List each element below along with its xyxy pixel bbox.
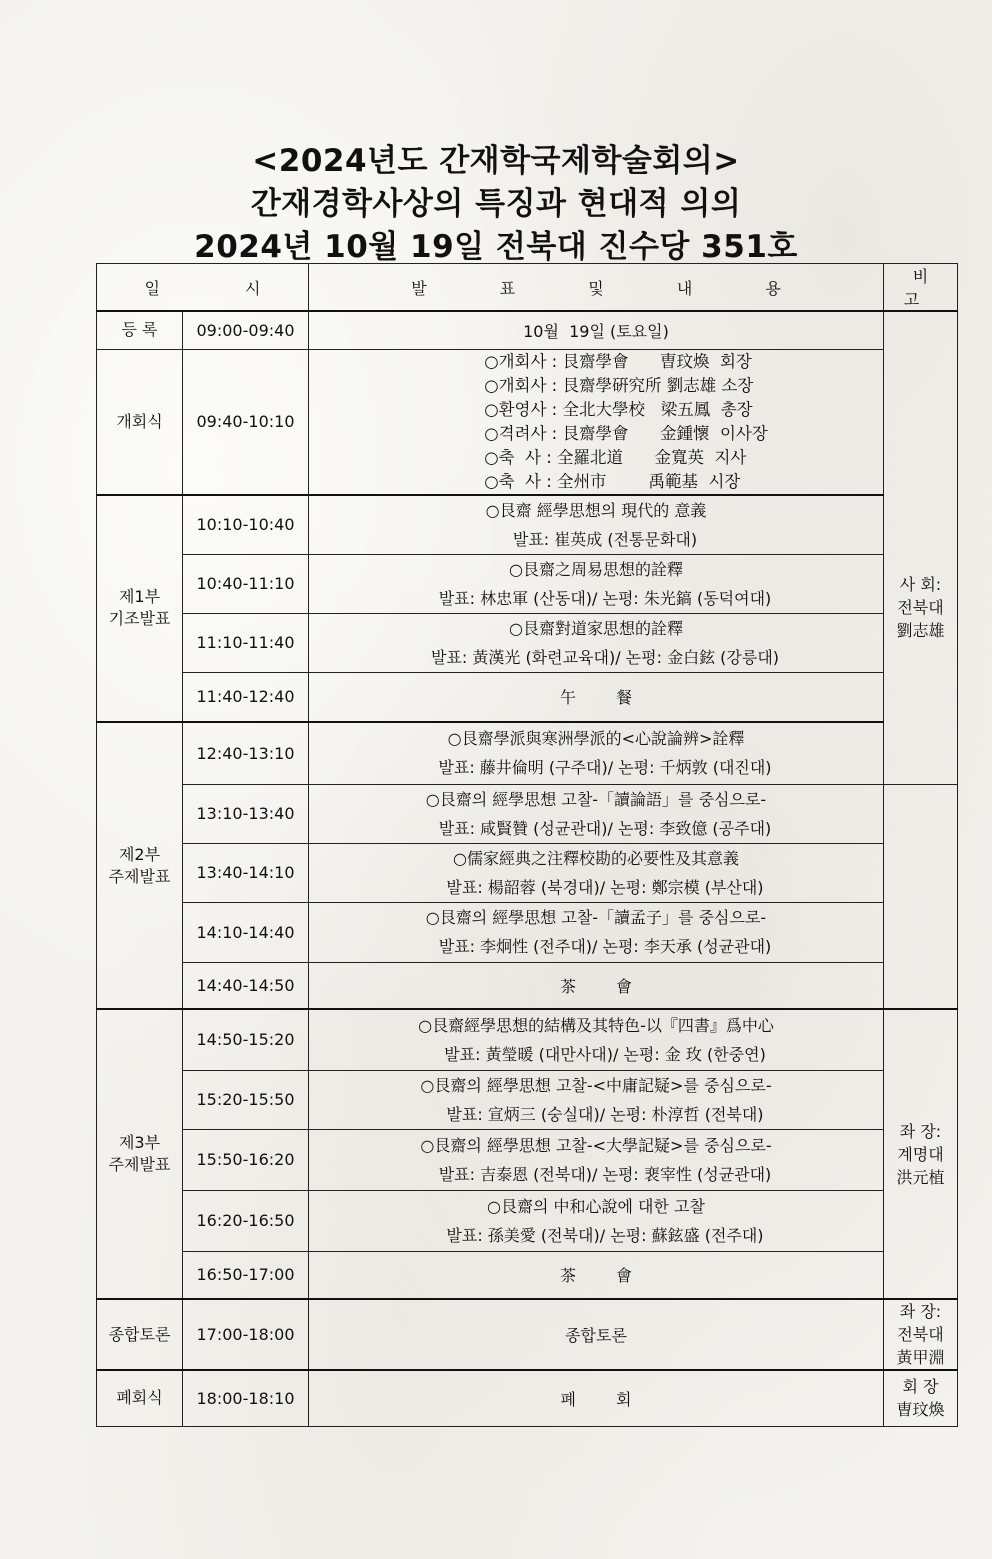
opening-row — [97, 349, 958, 495]
part1-chair-note: 사 회: 전북대 劉志雄 — [884, 311, 958, 784]
session-time: 16:20-16:50 — [183, 1190, 309, 1251]
closing-content: 폐회 — [309, 1370, 884, 1426]
presentation: ○艮齋의 經學思想 고찰-<中庸記疑>를 중심으로- 발표: 宣炳三 (숭실대)/ 논평: 朴淳哲 (전북대) — [309, 1070, 884, 1129]
general-time: 17:00-18:00 — [183, 1299, 309, 1370]
part3-row — [97, 1190, 958, 1251]
session-time: 14:50-15:20 — [183, 1009, 309, 1070]
lunch-label: 午餐 — [309, 672, 884, 722]
part3-label: 제3부 주제발표 — [97, 1009, 183, 1299]
tea-time: 16:50-17:00 — [183, 1251, 309, 1299]
presentation: ○艮齋之周易思想的詮釋 발표: 林忠軍 (산동대)/ 논평: 朱光鎬 (동덕여대) — [309, 554, 884, 613]
closing-row — [97, 1370, 958, 1426]
tea-label: 茶會 — [309, 1251, 884, 1299]
presentation: ○艮齋의 經學思想 고찰-「讀論語」를 중심으로- 발표: 咸賢贊 (성균관대)/ 논평: 李致億 (공주대) — [309, 784, 884, 843]
closing-note: 회 장 曺玟煥 — [884, 1370, 958, 1426]
opening-line: ○격려사 : 艮齋學會 金鍾懷 이사장 — [484, 423, 768, 443]
session-time: 15:50-16:20 — [183, 1129, 309, 1190]
tea-time: 14:40-14:50 — [183, 962, 309, 1009]
session-time: 14:10-14:40 — [183, 902, 309, 962]
closing-label: 폐회식 — [97, 1370, 183, 1426]
schedule-table — [96, 263, 958, 1427]
opening-time: 09:40-10:10 — [183, 349, 309, 495]
title-line-3: 2024년 10월 19일 전북대 진수당 351호 — [194, 229, 798, 265]
session-time: 10:10-10:40 — [183, 495, 309, 555]
tea-row — [97, 1251, 958, 1299]
session-time: 15:20-15:50 — [183, 1070, 309, 1129]
header-notes: 비 고 — [884, 264, 958, 312]
session-time: 11:10-11:40 — [183, 613, 309, 672]
registration-time: 09:00-09:40 — [183, 311, 309, 349]
registration-label: 등 록 — [97, 311, 183, 349]
presentation: ○艮齋學派與寒洲學派的<心說論辨>詮釋 발표: 藤井倫明 (구주대)/ 논평: 千炳敦 (대진대) — [309, 722, 884, 784]
part2-row — [97, 722, 958, 784]
header-datetime: 일 시 — [97, 264, 309, 312]
opening-line: ○축 사 : 全州市 禹範基 시장 — [484, 471, 741, 491]
part2-row — [97, 843, 958, 902]
lunch-row — [97, 672, 958, 722]
presentation: ○艮齋의 經學思想 고찰-「讀孟子」를 중심으로- 발표: 李炯性 (전주대)/ 논평: 李天承 (성균관대) — [309, 902, 884, 962]
presentation: ○艮齋의 經學思想 고찰-<大學記疑>를 중심으로- 발표: 吉泰恩 (전북대)/ 논평: 裵宰性 (성균관대) — [309, 1129, 884, 1190]
presentation: ○艮齋 經學思想의 現代的 意義 발표: 崔英成 (전통문화대) — [309, 495, 884, 555]
presentation: ○艮齋經學思想的結構及其特色-以『四書』爲中心 발표: 黃瑩暖 (대만사대)/ 논평: 金 玫 (한중연) — [309, 1009, 884, 1070]
part2-label: 제2부 주제발표 — [97, 722, 183, 1009]
part1-label: 제1부 기조발표 — [97, 495, 183, 723]
page-title — [0, 140, 992, 269]
part1-row — [97, 554, 958, 613]
session-time: 10:40-11:10 — [183, 554, 309, 613]
opening-label: 개회식 — [97, 349, 183, 495]
opening-line: ○개회사 : 艮齋學會 曺玟煥 회장 — [484, 351, 752, 371]
registration-date: 10월 19일 (토요일) — [309, 311, 884, 349]
general-content: 종합토론 — [309, 1299, 884, 1370]
part1-row — [97, 613, 958, 672]
part1-row — [97, 495, 958, 555]
part2-row — [97, 902, 958, 962]
tea-row — [97, 962, 958, 1009]
lunch-time: 11:40-12:40 — [183, 672, 309, 722]
part2-row — [97, 784, 958, 843]
presentation: ○儒家經典之注釋校勘的必要性及其意義 발표: 楊韶蓉 (북경대)/ 논평: 鄭宗模 (부산대) — [309, 843, 884, 902]
session-time: 13:40-14:10 — [183, 843, 309, 902]
header-row — [97, 264, 958, 312]
general-row — [97, 1299, 958, 1370]
closing-time: 18:00-18:10 — [183, 1370, 309, 1426]
part3-row — [97, 1009, 958, 1070]
part3-chair-note: 좌 장: 계명대 洪元植 — [884, 1009, 958, 1299]
general-label: 종합토론 — [97, 1299, 183, 1370]
opening-line: ○개회사 : 艮齋學硏究所 劉志雄 소장 — [484, 375, 754, 395]
session-time: 12:40-13:10 — [183, 722, 309, 784]
registration-row — [97, 311, 958, 349]
presentation: ○艮齋의 中和心說에 대한 고찰 발표: 孫美愛 (전북대)/ 논평: 蘇鉉盛 (전주대) — [309, 1190, 884, 1251]
part3-row — [97, 1129, 958, 1190]
title-line-2: 간재경학사상의 특징과 현대적 의의 — [250, 186, 742, 222]
part3-row — [97, 1070, 958, 1129]
general-chair-note: 좌 장: 전북대 黃甲淵 — [884, 1299, 958, 1370]
tea-label: 茶會 — [309, 962, 884, 1009]
header-content: 발 표 및 내 용 — [309, 264, 884, 312]
opening-line: ○축 사 : 全羅北道 金寬英 지사 — [484, 447, 747, 467]
title-line-1: <2024년도 간재학국제학술회의> — [252, 143, 740, 179]
opening-line: ○환영사 : 全北大學校 梁五鳳 총장 — [484, 399, 753, 419]
session-time: 13:10-13:40 — [183, 784, 309, 843]
presentation: ○艮齋對道家思想的詮釋 발표: 黃漢光 (화련교육대)/ 논평: 金白鉉 (강릉대) — [309, 613, 884, 672]
opening-content — [309, 349, 884, 495]
